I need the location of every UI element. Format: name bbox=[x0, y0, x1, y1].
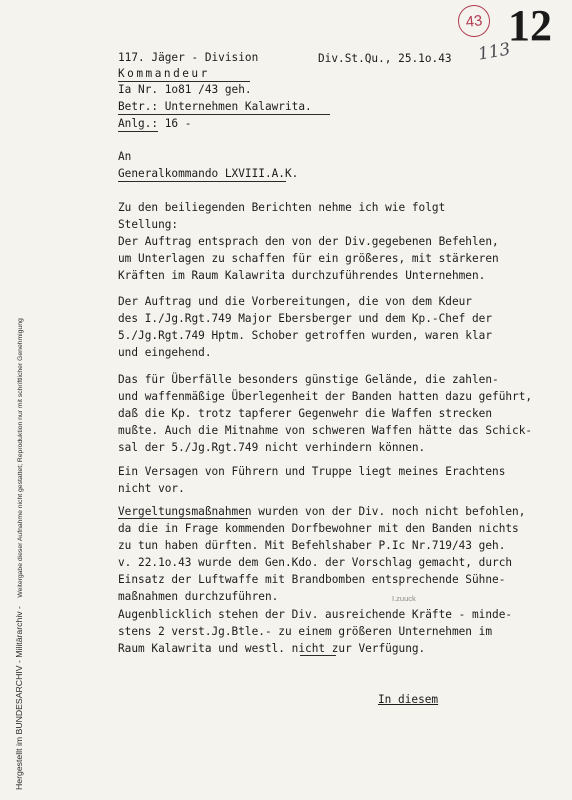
body-line: daß die Kp. trotz tapferer Gegenwehr die Waffen strecken bbox=[118, 407, 493, 420]
body-line: Kräften im Raum Kalawrita durchzuführendes Unternehmen. bbox=[118, 269, 486, 282]
body-line: Das für Überfälle besonders günstige Gelände, die zahlen- bbox=[118, 373, 499, 386]
subject-underline bbox=[118, 114, 330, 115]
body-line: des I./Jg.Rgt.749 Major Ebersberger und dem Kp.-Chef der bbox=[118, 312, 493, 325]
reference-number: Ia Nr. 1o81 /43 geh. bbox=[118, 83, 252, 96]
body-line: maßnahmen durchzuführen. bbox=[118, 590, 279, 603]
to-label: An bbox=[118, 150, 132, 163]
archive-note-sub: Weitergabe dieser Aufnahme nicht gestattet; Reproduktion nur mit schriftlicher Genehmigung bbox=[17, 318, 24, 598]
circled-page-number: 43 bbox=[456, 3, 491, 38]
attachments-line: Anlg.: 16 - bbox=[118, 117, 192, 130]
body-line: da die in Frage kommenden Dorfbewohner mit den Banden nichts bbox=[118, 522, 519, 535]
body-line: mußte. Auch die Mitnahme von schweren Waffen hätte das Schick- bbox=[118, 424, 533, 437]
office-title: Kommandeur bbox=[118, 67, 210, 80]
page-continuation: In diesem bbox=[378, 693, 439, 706]
subject-line: Betr.: Unternehmen Kalawrita. bbox=[118, 100, 312, 113]
body-line: Raum Kalawrita und westl. nicht zur Verfügung. bbox=[118, 642, 426, 655]
body-line: Einsatz der Luftwaffe mit Brandbomben entsprechende Sühne- bbox=[118, 573, 506, 586]
body-line: zu tun haben dürften. Mit Befehlshaber P.Ic Nr.719/43 geh. bbox=[118, 539, 506, 552]
location-date: Div.St.Qu., 25.1o.43 bbox=[318, 52, 452, 65]
addressee: Generalkommando LXVIII.A.K. bbox=[118, 167, 299, 180]
body-line: um Unterlagen zu schaffen für ein größeres, mit stärkeren bbox=[118, 252, 499, 265]
body-line: Augenblicklich stehen der Div. ausreichende Kräfte - minde- bbox=[118, 608, 513, 621]
stamped-page-number: 12 bbox=[508, 1, 552, 50]
keyword-underline bbox=[118, 518, 248, 519]
body-line: Zu den beiliegenden Berichten nehme ich wie folgt bbox=[118, 201, 446, 214]
division-header: 117. Jäger - Division bbox=[118, 51, 259, 64]
body-line: Ein Versagen von Führern und Truppe liegt meines Erachtens bbox=[118, 465, 506, 478]
body-line: 5./Jg.Rgt.749 Hptm. Schober getroffen wurden, waren klar bbox=[118, 329, 493, 342]
body-line: v. 22.1o.43 wurde dem Gen.Kdo. der Vorschlag gemacht, durch bbox=[118, 556, 513, 569]
archive-watermark-strip bbox=[14, 10, 24, 790]
body-line: Vergeltungsmaßnahmen wurden von der Div. noch nicht befohlen, bbox=[118, 505, 526, 518]
emphasis-underline bbox=[300, 655, 336, 656]
pencil-page-number: 113 bbox=[476, 39, 512, 65]
body-line: stens 2 verst.Jg.Btle.- zu einem größeren Unternehmen im bbox=[118, 625, 493, 638]
pencil-margin-note: I.zuuck bbox=[392, 594, 416, 603]
body-line: und waffenmäßige Überlegenheit der Banden hatten dazu geführt, bbox=[118, 390, 533, 403]
body-line: nicht vor. bbox=[118, 482, 185, 495]
attachments-underline bbox=[118, 131, 158, 132]
body-line: Der Auftrag entsprach den von der Div.gegebenen Befehlen, bbox=[118, 235, 499, 248]
addressee-underline bbox=[118, 181, 286, 182]
office-underline bbox=[118, 81, 250, 82]
body-line: Stellung: bbox=[118, 218, 179, 231]
body-line: und eingehend. bbox=[118, 346, 212, 359]
body-line: Der Auftrag und die Vorbereitungen, die von dem Kdeur bbox=[118, 295, 472, 308]
body-line: sal der 5./Jg.Rgt.749 nicht verhindern können. bbox=[118, 441, 426, 454]
archive-note-main: Hergestellt im BUNDESARCHIV - Militärarchiv - bbox=[14, 606, 24, 790]
